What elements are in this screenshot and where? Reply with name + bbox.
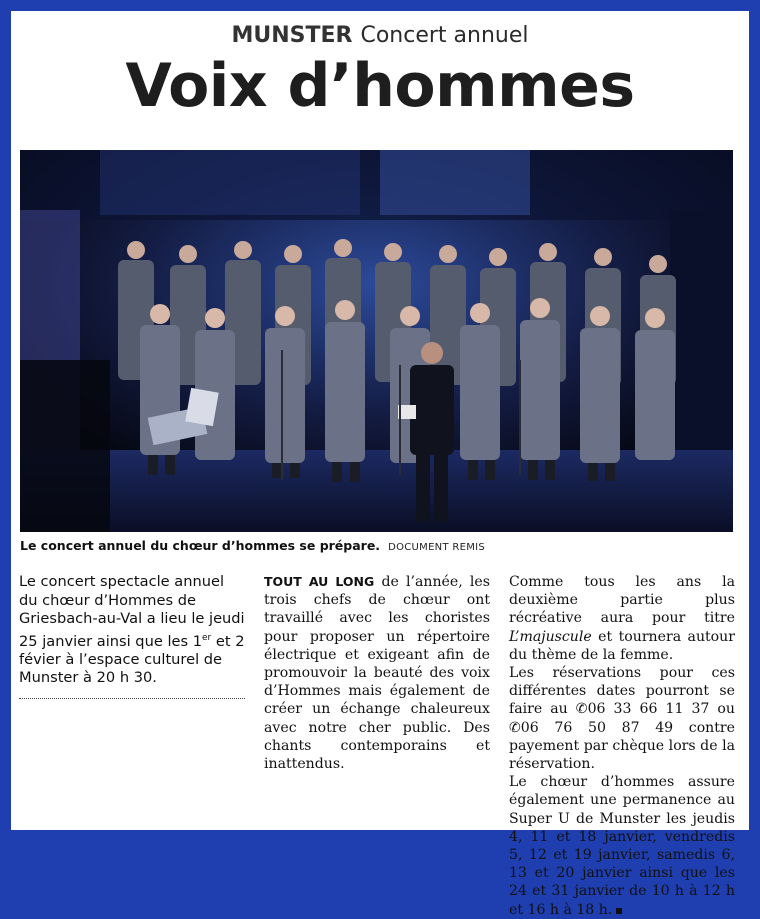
headline: Voix d’hommes	[125, 51, 635, 121]
lead-text-1: Le concert spectacle annuel du chœur d’Hommes de Griesbach-au-Val a lieu le jeudi 25 janvier ainsi que les 1	[19, 573, 245, 650]
body-paragraph-4	[509, 773, 735, 919]
choir-photo-illustration	[20, 150, 733, 532]
body-paragraph-3: Les réservations pour ces différentes dates pourront se faire au ✆06 33 66 11 37 ou ✆06 76 50 87 49 contre payement par chèque lors de la réservation.	[509, 665, 735, 773]
caption-text: Le concert annuel du chœur d’hommes se prépare.	[20, 538, 381, 553]
article-lead	[19, 573, 245, 688]
end-mark	[616, 908, 622, 914]
body-paragraph-4-text: Le chœur d’hommes assure également une permanence au Super U de Munster les jeudis 4, 11 et 18 janvier, vendredis 5, 12 et 19 janvier, samedis 6, 13 et 20 janvier ainsi que les 24 et 31 janvier de 10 h à 12 h et 16 h à 18 h.	[509, 774, 735, 918]
body-paragraph-2-a: Comme tous les ans la deuxième partie plus récréative aura pour titre	[509, 574, 735, 627]
lead-superscript: er	[202, 632, 212, 643]
newspaper-clipping	[11, 11, 749, 918]
photo-credit: DOCUMENT REMIS	[388, 542, 486, 553]
kicker-topic: Concert annuel	[360, 23, 529, 48]
choir-photo	[20, 150, 733, 532]
lead-text-2: et 2 févier à l’espace culturel de Munster à 20 h 30.	[19, 632, 245, 687]
body-paragraph-2-b: et tournera autour du thème de la femme.	[509, 628, 735, 663]
body-paragraph-1: de l’année, les trois chefs de chœur ont travaillé avec les choristes pour proposer un répertoire électrique et exigeant afin de promouvoir la beauté des voix d’Hommes mais également de créer un échange chaleureux avec notre cher public. Des chants contemporains et inattendus.	[264, 574, 490, 773]
dotted-separator	[19, 698, 245, 699]
body-lead-in: TOUT AU LONG	[264, 574, 375, 589]
article-body-start	[264, 573, 490, 773]
article-column-3	[509, 573, 735, 919]
show-title: L’majuscule	[509, 628, 592, 645]
body-paragraph-2	[509, 573, 735, 664]
kicker-place: MUNSTER	[231, 23, 353, 48]
photo-caption	[20, 538, 485, 553]
kicker	[11, 23, 749, 48]
article-column-2	[264, 573, 490, 773]
article-column-1	[19, 573, 245, 712]
